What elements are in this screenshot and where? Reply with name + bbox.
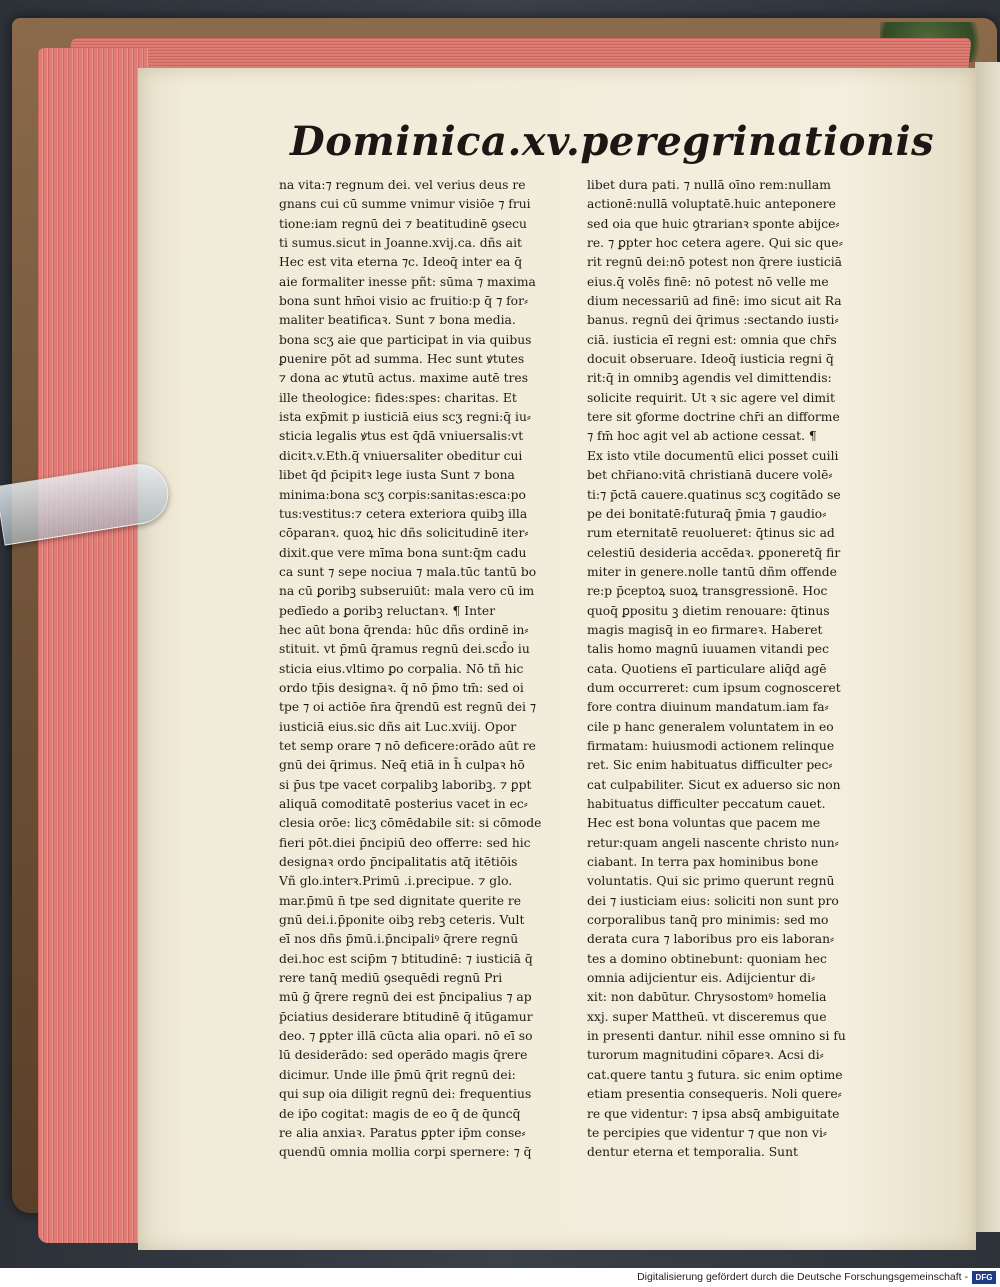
text-line-right: banus. regnū dei q̄rimus :sectando iusti⸗ bbox=[587, 313, 839, 328]
text-line-left: tpe ⁊ oi actiōe n̄ra q̄rendū est regnū dei ⁊ bbox=[279, 700, 536, 715]
text-line-right: dei ⁊ iusticiam eius: soliciti non sunt pro bbox=[587, 893, 839, 908]
text-line-right: dentur eterna et temporalia. Sunt bbox=[587, 1145, 798, 1160]
text-line-right: sed oia que huic ꝯtrarianꝛ sponte abijce⸗ bbox=[587, 216, 840, 231]
text-line-left: bona sunt hm̄oi visio ac fruitio:p q̄ ⁊ for⸗ bbox=[279, 294, 529, 309]
text-line-right: actionē:nullā voluptatē.huic anteponere bbox=[587, 197, 836, 212]
text-line-left: minima:bona scʒ corpis:sanitas:esca:po bbox=[279, 487, 526, 502]
text-line-left: lū desiderādo: sed operādo magis q̄rere bbox=[279, 1048, 528, 1063]
text-line-right: docuit obseruare. Ideoq̄ iusticia regni q̄ bbox=[587, 352, 834, 367]
text-line-left: sticia legalis ꝟtus est q̄dā vniuersalis:vt bbox=[279, 429, 524, 444]
text-line-left: Hec est vita eterna ⁊c. Ideoq̄ inter ea q̄ bbox=[279, 255, 523, 270]
text-line-left: maliter beatificaꝛ. Sunt ⁊ bona media. bbox=[279, 313, 516, 328]
text-line-right: ti:⁊ p̄ctā cauere.quatinus scʒ cogitādo se bbox=[587, 487, 841, 502]
text-line-right: etiam presentia consequeris. Noli quere⸗ bbox=[587, 1087, 842, 1102]
text-line-right: dum occurreret: cum ipsum cognosceret bbox=[587, 680, 841, 695]
text-line-right: derata cura ⁊ laboribus pro eis laboran⸗ bbox=[587, 932, 835, 947]
text-line-left: ⁊ dona ac ꝟtutū actus. maxime autē tres bbox=[279, 371, 529, 386]
text-line-left: re alia anxiaꝛ. Paratus ꝑpter ip̄m conse⸗ bbox=[279, 1125, 526, 1140]
text-line-right: xit: non dabūtur. Chrysostomꝰ homelia bbox=[587, 990, 827, 1005]
text-line-left: si p̄us tpe vacet corpalibꝫ laboribꝫ. ⁊ ꝑpt bbox=[279, 777, 532, 792]
text-line-left: aliquā comoditatē posterius vacet in ec⸗ bbox=[279, 797, 528, 811]
text-line-left: na vita:⁊ regnum dei. vel verius deus re bbox=[279, 178, 526, 192]
text-line-right: retur:quam angeli nascente christo nun⸗ bbox=[587, 835, 839, 850]
text-line-left: hec aūt bona q̄renda: hūc dñs ordinē in⸗ bbox=[279, 622, 529, 637]
text-line-left: p̄ciatius desiderare btitudinē q̄ itūgamur bbox=[279, 1009, 533, 1024]
text-line-left: deo. ⁊ ꝑpter illā cūcta alia opari. nō eī̄ so bbox=[279, 1029, 533, 1044]
text-line-right: rum eternitatē reuolueret: q̄tinus sic ad bbox=[587, 526, 835, 541]
text-line-right: tes a domino obtinebunt: quoniam hec bbox=[587, 951, 827, 966]
text-line-left: tione:iam regnū dei ⁊ beatitudinē ꝯsecu bbox=[279, 216, 527, 231]
text-line-right: solicite requirit. Ut ꝛ sic agere vel dimit bbox=[587, 390, 835, 405]
text-line-right: firmatam: huiusmodi actionem relinque bbox=[587, 738, 835, 753]
text-line-left: ista exp̄mit p iusticiā eius scʒ regni:q̄ iu⸗ bbox=[279, 410, 531, 425]
text-line-right: quoq̄ ꝑpositu ꝫ dietim renouare: q̄tinus bbox=[587, 603, 830, 618]
text-line-right: te percipies que videntur ⁊ que non vi⸗ bbox=[587, 1125, 827, 1140]
text-line-right: xxj. super Mattheū. vt disceremus que bbox=[587, 1009, 827, 1024]
text-line-left: aie formaliter inesse pñt: sūma ⁊ maxima bbox=[279, 274, 536, 289]
text-line-right: ciabant. In terra pax hominibus bone bbox=[587, 855, 819, 870]
text-line-right: Hec est bona voluntas que pacem me bbox=[587, 816, 821, 831]
text-line-right: eius.q̄ volēs finē: nō potest nō velle me bbox=[587, 274, 829, 289]
text-line-right: re. ⁊ ꝑpter hoc cetera agere. Qui sic que⸗ bbox=[587, 236, 843, 251]
text-line-left: fieri pōt.diei p̄ncipiū deo offerre: sed hic bbox=[279, 835, 531, 850]
text-line-left: mar.p̄mū n̄ tpe sed dignitate querite re bbox=[279, 893, 522, 908]
text-line-left: tet semp orare ⁊ nō deficere:orādo aūt re bbox=[279, 738, 536, 753]
text-line-left: eī̄ nos dñs p̄mū.i.p̄ncipaliꝰ q̄rere regnū bbox=[279, 932, 519, 947]
text-line-right: ⁊ fm̄ hoc agit vel ab actione cessat. ¶ bbox=[587, 429, 817, 444]
dfg-logo-icon: DFG bbox=[972, 1271, 996, 1284]
text-line-right: rit:q̄ in omnibꝫ agendis vel dimittendis: bbox=[587, 371, 832, 386]
text-line-left: qui sup oia diligit regnū dei: frequentius bbox=[279, 1087, 532, 1102]
text-line-right: dium necessariū ad finē: imo sicut ait Ra bbox=[587, 294, 842, 309]
text-line-left: pedīedo a ꝑoribꝫ reluctanꝛ. ¶ Inter bbox=[279, 603, 496, 618]
text-line-right: miter in genere.nolle tantū dñm offende bbox=[587, 564, 837, 579]
text-line-left: clesia orōe: licʒ cōmēdabile sit: si cōmode bbox=[279, 816, 542, 831]
footer-credit: Digitalisierung gefördert durch die Deutsche Forschungsgemeinschaft - bbox=[637, 1271, 968, 1283]
text-column-right bbox=[587, 176, 885, 1163]
text-line-left: gnans cui cū summe vnimur visiōe ⁊ frui bbox=[279, 197, 531, 212]
page-block-side-edge bbox=[38, 48, 148, 1243]
text-line-right: celestiū desideria accēdaꝛ. ꝑponeretq̄ fir bbox=[587, 545, 841, 560]
text-line-left: dicimur. Unde ille p̄mū q̄rit regnū dei: bbox=[279, 1067, 516, 1082]
text-line-right: bet chr̄iano:vitā christianā ducere volē⸗ bbox=[587, 468, 833, 483]
text-line-right: libet dura pati. ⁊ nullā oīno rem:nullam bbox=[587, 178, 831, 192]
text-line-right: ret. Sic enim habituatus difficulter pec⸗ bbox=[587, 758, 833, 773]
text-line-right: magis magisq̄ in eo firmareꝛ. Haberet bbox=[587, 622, 823, 637]
text-column-left bbox=[279, 176, 579, 1163]
text-line-right: omnia adijcientur eis. Adijcientur di⸗ bbox=[587, 971, 816, 986]
text-line-right: turorum magnitudini cōpareꝛ. Acsi di⸗ bbox=[587, 1048, 824, 1063]
text-line-left: ti sumus.sicut in Joanne.xvij.ca. dñs ait bbox=[279, 236, 522, 251]
text-line-left: designaꝛ ordo p̄ncipalitatis atq̄ itētiōis bbox=[279, 855, 518, 870]
text-line-right: re:p p̄ceptoꝝ suoꝝ transgressionē. Hoc bbox=[587, 584, 828, 599]
text-line-right: cile p hanc generalem voluntatem in eo bbox=[587, 719, 834, 734]
text-line-right: cata. Quotiens eī̄ particulare aliq̄d agē bbox=[587, 661, 827, 676]
page-clamp bbox=[0, 478, 170, 578]
text-line-right: ciā. iusticia eī̄ regni est: omnia que chr̄s bbox=[587, 332, 837, 347]
page-heading: Dominica.xv.peregrinationis bbox=[290, 118, 935, 165]
text-line-left: stituit. vt p̄mū q̄ramus regnū dei.scd̄o iu bbox=[279, 642, 530, 657]
text-line-left: gnū dei.i.p̄ponite oibꝫ rebꝫ ceteris. Vult bbox=[279, 913, 525, 928]
text-line-left: dixit.que vere mīma bona sunt:q̄m cadu bbox=[279, 545, 527, 560]
text-line-right: voluntatis. Qui sic primo querunt regnū bbox=[587, 874, 835, 889]
text-line-right: cat culpabiliter. Sicut ex aduerso sic non bbox=[587, 777, 841, 792]
text-line-right: in presenti dantur. nihil esse omnino si fu bbox=[587, 1029, 846, 1044]
text-line-left: quendū omnia mollia corpi spernere: ⁊ q̄ bbox=[279, 1145, 532, 1160]
text-line-left: mū ḡ q̄rere regnū dei est p̄ncipalius ⁊ ap bbox=[279, 990, 532, 1005]
text-line-left: ca sunt ⁊ sepe nociua ⁊ mala.tūc tantū bo bbox=[279, 564, 537, 579]
text-line-left: bona scʒ aie que participat in via quibus bbox=[279, 332, 532, 347]
text-line-left: cōparanꝛ. quoꝝ hic dñs solicitudinē iter⸗ bbox=[279, 526, 529, 541]
text-line-right: tere sit ꝯforme doctrine chr̄i an difforme bbox=[587, 410, 840, 425]
text-line-left: ordo tp̄is designaꝛ. q̄ nō p̄mo tm̄: sed oi bbox=[279, 680, 524, 695]
text-line-left: rere tanq̄ mediū ꝯsequēdi regnū Pri bbox=[279, 971, 503, 986]
text-line-left: sticia eius.vltimo ꝑo corpalia. Nō tñ hic bbox=[279, 661, 524, 676]
footer-bar bbox=[0, 1268, 1000, 1287]
facing-page-edge bbox=[975, 62, 1000, 1232]
text-line-right: re que videntur: ⁊ ipsa absq̄ ambiguitate bbox=[587, 1106, 840, 1121]
text-line-right: rit regnū dei:nō potest non q̄rere iusticiā bbox=[587, 255, 842, 270]
text-line-left: libet q̄d p̄cipitꝛ lege iusta Sunt ⁊ bona bbox=[279, 468, 515, 483]
text-line-left: na cū ꝑoribꝫ subseruiūt: mala vero cū im bbox=[279, 584, 535, 599]
text-line-left: gnū dei q̄rimus. Neq̄ etiā in h̄ culpaꝛ hō bbox=[279, 758, 525, 773]
text-line-left: de ip̄o cogitat: magis de eo q̄̄ de q̄uncq̄ bbox=[279, 1106, 521, 1121]
text-line-left: iusticiā eius.sic dñs ait Luc.xviij. Opor bbox=[279, 719, 517, 734]
text-line-left: tus:vestitus:⁊ cetera exteriora quibꝫ illa bbox=[279, 506, 528, 521]
text-line-right: talis homo magnū iuuamen vitandi pec bbox=[587, 642, 829, 657]
text-line-left: ille theologice: fides:spes: charitas. Et bbox=[279, 390, 517, 405]
text-line-left: Vñ glo.interꝛ.Primū .i.precipue. ⁊ glo. bbox=[279, 874, 513, 889]
text-line-right: habituatus difficulter peccatum cauet. bbox=[587, 797, 826, 811]
text-line-right: pe dei bonitatē:futuraq̄ p̄mia ⁊ gaudio⸗ bbox=[587, 506, 827, 521]
text-line-left: ꝑuenire pōt ad summa. Hec sunt ꝟtutes bbox=[279, 352, 525, 367]
text-line-right: Ex isto vtile documentū elici posset cuili bbox=[587, 448, 839, 463]
text-line-left: dicitꝛ.v.Eth.q̄ vniuersaliter obeditur cui bbox=[279, 448, 523, 463]
text-line-left: dei.hoc est scip̄m ⁊ btitudinē: ⁊ iusticiā q̄ bbox=[279, 951, 533, 966]
text-line-right: cat.quere tantu ꝫ futura. sic enim optime bbox=[587, 1067, 843, 1082]
text-line-right: corporalibus tanq̄ pro minimis: sed mo bbox=[587, 913, 829, 928]
page-block-top-edge bbox=[68, 38, 971, 68]
text-line-right: fore contra diuinum mandatum.iam fa⸗ bbox=[587, 700, 829, 715]
